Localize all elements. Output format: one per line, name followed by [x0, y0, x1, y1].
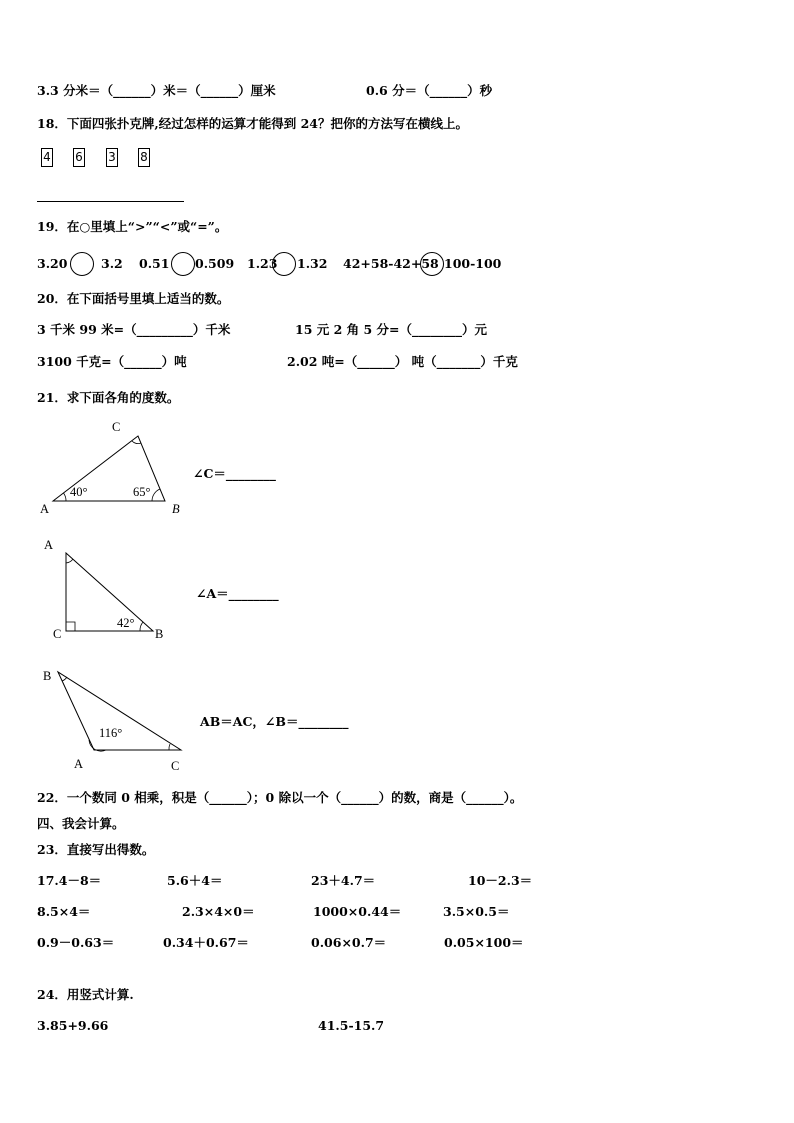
compare-left-4: 42+58-42+58	[343, 256, 439, 271]
q20-item-3: 3100 千克=（______）吨	[37, 354, 187, 369]
angle-arc-2a	[66, 559, 73, 563]
poker-card-3: 3	[106, 148, 118, 167]
calc-1-1[interactable]: 17.4－8＝	[37, 873, 102, 888]
compare-left-2: 0.51	[139, 256, 170, 271]
right-angle-mark	[66, 622, 75, 631]
q20-item-2: 15 元 2 角 5 分=（________）元	[295, 322, 488, 337]
poker-card-2: 6	[73, 148, 85, 167]
calc-2-3[interactable]: 1000×0.44＝	[313, 904, 402, 919]
calc-1-3[interactable]: 23＋4.7＝	[311, 873, 376, 888]
angle-c-answer[interactable]: ∠C＝________	[193, 466, 276, 481]
vertical-calc-1[interactable]: 3.85+9.66	[37, 1018, 109, 1033]
q23-title: 23．直接写出得数。	[37, 842, 155, 857]
q24-title: 24．用竖式计算.	[37, 987, 134, 1002]
q20-item-1: 3 千米 99 米=（_________）千米	[37, 322, 231, 337]
q20-title: 20．在下面括号里填上适当的数。	[37, 291, 230, 306]
t2-label-c: C	[53, 627, 62, 641]
t1-label-b: B	[172, 502, 180, 516]
q18-title: 18．下面四张扑克牌,经过怎样的运算才能得到 24？把你的方法写在横线上。	[37, 116, 468, 131]
angle-arc-1b	[152, 489, 160, 501]
q22-text: 22．一个数同 0 相乘，积是（______）；0 除以一个（______）的数，商是（______）。	[37, 790, 523, 805]
calc-2-2[interactable]: 2.3×4×0＝	[182, 904, 255, 919]
calc-3-1[interactable]: 0.9－0.63＝	[37, 935, 115, 950]
q19-title: 19．在○里填上“>”“<”或“=”。	[37, 219, 228, 234]
t3-label-b: B	[43, 669, 52, 683]
angle-arc-3c	[169, 744, 170, 750]
q21-title: 21．求下面各角的度数。	[37, 390, 180, 405]
calc-1-2[interactable]: 5.6＋4＝	[167, 873, 223, 888]
angle-arc-3b	[62, 677, 67, 681]
t3-label-a: A	[74, 757, 84, 771]
t2-angle-b: 42°	[117, 616, 135, 630]
angle-arc-2b	[140, 622, 143, 631]
calc-3-4[interactable]: 0.05×100＝	[444, 935, 524, 950]
conversion-time: 0.6 分＝（______）秒	[366, 83, 493, 98]
compare-right-3: 1.32	[297, 256, 328, 271]
poker-card-1: 4	[41, 148, 53, 167]
calc-2-4[interactable]: 3.5×0.5＝	[443, 904, 510, 919]
conversion-length: 3.3 分米＝（______）米＝（______）厘米	[37, 83, 276, 98]
calc-3-2[interactable]: 0.34＋0.67＝	[163, 935, 249, 950]
t1-label-a: A	[40, 502, 50, 516]
compare-left-1: 3.20	[37, 256, 68, 271]
compare-left-3: 1.23	[247, 256, 278, 271]
compare-right-1: 3.2	[101, 256, 123, 271]
section-title: 四、我会计算。	[37, 816, 125, 831]
angle-b-answer[interactable]: AB＝AC，∠B＝________	[200, 714, 349, 729]
vertical-calc-2[interactable]: 41.5-15.7	[318, 1018, 385, 1033]
t3-angle-a: 116°	[99, 726, 123, 740]
t1-angle-a: 40°	[70, 485, 88, 499]
angle-arc-1a	[64, 493, 67, 501]
t1-angle-b: 65°	[133, 485, 151, 499]
calc-3-3[interactable]: 0.06×0.7＝	[311, 935, 387, 950]
calc-2-1[interactable]: 8.5×4＝	[37, 904, 91, 919]
compare-right-4: 100-100	[444, 256, 502, 271]
t3-label-c: C	[171, 759, 180, 773]
angle-arc-1c	[132, 441, 141, 444]
t2-label-b: B	[155, 627, 164, 641]
t2-label-a: A	[44, 538, 54, 552]
q20-item-4: 2.02 吨=（______） 吨（_______）千克	[287, 354, 518, 369]
poker-card-4: 8	[138, 148, 150, 167]
triangle-2	[66, 553, 153, 631]
calc-1-4[interactable]: 10－2.3＝	[468, 873, 533, 888]
t1-label-c: C	[112, 420, 121, 434]
compare-right-2: 0.509	[195, 256, 235, 271]
angle-a-answer[interactable]: ∠A＝________	[196, 586, 279, 601]
